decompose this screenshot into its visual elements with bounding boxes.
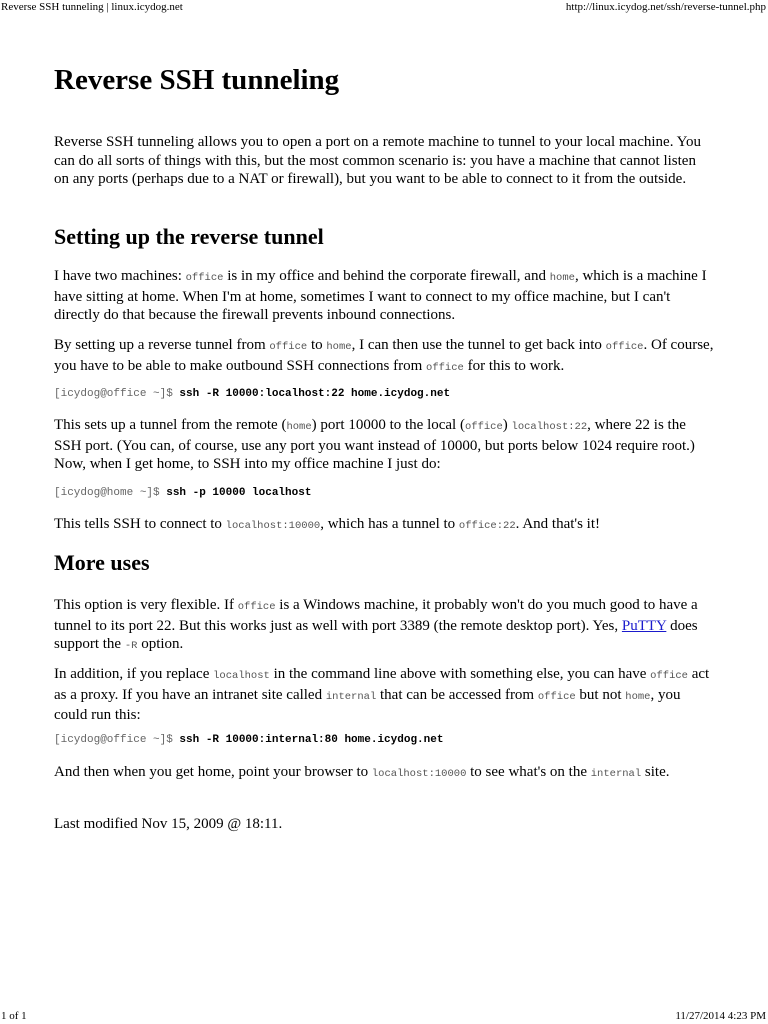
inline-code: localhost:22: [511, 421, 588, 433]
inline-code: office: [185, 272, 224, 284]
print-header-title: Reverse SSH tunneling | linux.icydog.net: [1, 1, 183, 13]
inline-code: office:22: [458, 520, 516, 532]
inline-code: office: [464, 421, 503, 433]
command-block-3: [54, 732, 443, 748]
shell-prompt: [icydog@home ~]$: [54, 487, 167, 499]
inline-code: localhost:10000: [225, 520, 321, 532]
command-block-2: [54, 485, 311, 501]
inline-code: -R: [124, 640, 138, 652]
inline-code: office: [650, 670, 688, 682]
putty-link[interactable]: PuTTY: [621, 617, 667, 634]
shell-command: ssh -R 10000:internal:80 home.icydog.net: [179, 734, 444, 746]
last-modified: Last modified Nov 15, 2009 @ 18:11.: [54, 816, 283, 832]
inline-code: office: [269, 341, 308, 353]
inline-code: internal: [325, 690, 377, 703]
inline-code: office: [237, 601, 276, 613]
shell-command: ssh -R 10000:localhost:22 home.icydog.net: [179, 388, 451, 400]
setup-paragraph-2: By setting up a reverse tunnel from office to home, I can then use the tunnel to get back into office. Of course, you have to be able to make outbound SSH connections from office for this to work.: [54, 337, 714, 374]
print-header-url: http://linux.icydog.net/ssh/reverse-tunnel.php: [565, 1, 766, 13]
uses-paragraph-3: And then when you get home, point your browser to localhost:10000 to see what's on the internal site.: [54, 764, 670, 780]
shell-command: ssh -p 10000 localhost: [166, 487, 312, 499]
inline-code: office: [537, 690, 576, 703]
inline-code: office: [426, 361, 464, 374]
inline-code: home: [286, 421, 312, 433]
inline-code: home: [326, 341, 352, 353]
inline-code: internal: [590, 768, 642, 780]
inline-code: localhost:10000: [371, 768, 467, 780]
print-footer-page: 1 of 1: [1, 1010, 27, 1022]
inline-code: localhost: [213, 670, 270, 682]
page-title: Reverse SSH tunneling: [54, 64, 340, 96]
print-footer-datetime: 11/27/2014 4:23 PM: [675, 1010, 766, 1022]
shell-prompt: [icydog@office ~]$: [54, 388, 180, 400]
setup-paragraph-4: This tells SSH to connect to localhost:10000, which has a tunnel to office:22. And that's it!: [54, 516, 601, 532]
inline-code: home: [549, 272, 575, 284]
command-block-1: [54, 386, 450, 402]
uses-paragraph-2: In addition, if you replace localhost in the command line above with something else, you can have office act as a proxy. If you have an intranet site called internal that can be accessed from office but not home, you could run this:: [54, 666, 710, 723]
inline-code: home: [625, 690, 651, 703]
section-heading-more-uses: More uses: [54, 550, 150, 575]
shell-prompt: [icydog@office ~]$: [54, 734, 180, 746]
intro-paragraph: Reverse SSH tunneling allows you to open a port on a remote machine to tunnel to your local machine. You can do all sorts of things with this, but the most common scenario is: you have a machine that cannot listen on any ports (perhaps due to a NAT or firewall), but you want to be able to connect to it from the outside.: [54, 134, 701, 187]
inline-code: office: [605, 341, 644, 353]
section-heading-setup: Setting up the reverse tunnel: [54, 224, 324, 249]
setup-paragraph-1: I have two machines: office is in my office and behind the corporate firewall, and home, which is a machine I have sitting at home. When I'm at home, sometimes I want to connect to my office machine, but I can't directly do that because the firewall prevents inbound connections.: [54, 268, 707, 323]
setup-paragraph-3: This sets up a tunnel from the remote (home) port 10000 to the local (office) localhost:22, where 22 is the SSH port. (You can, of course, use any port you want instead of 10000, but ports below 1024 require root.) Now, when I get home, to SSH into my office machine I just do:: [54, 417, 695, 472]
uses-paragraph-1: This option is very flexible. If office is a Windows machine, it probably won't do you much good to have a tunnel to its port 22. But this works just as well with port 3389 (the remote desktop port). Yes, PuTTY does support the -R option.: [54, 597, 698, 652]
